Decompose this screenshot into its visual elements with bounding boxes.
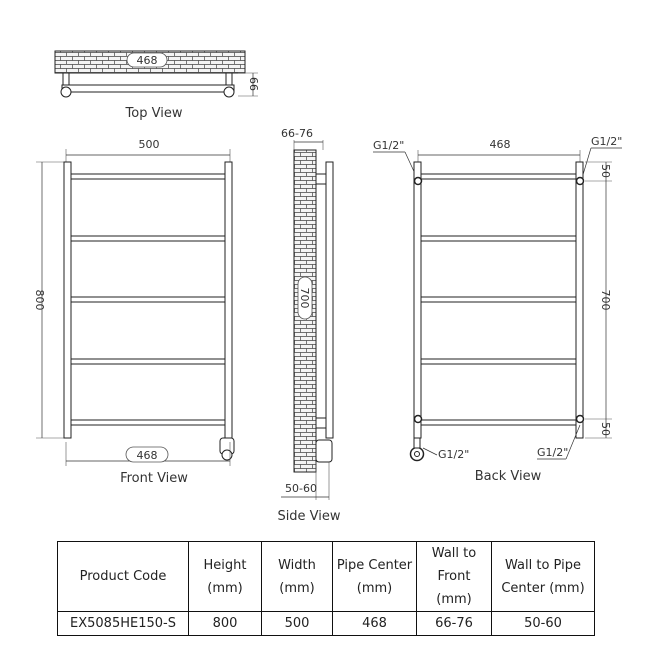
top-view-valve-right (224, 87, 234, 97)
front-view-right-upright (225, 162, 232, 438)
header-height: Height (mm) (189, 542, 262, 612)
back-view-left-upright (414, 162, 421, 438)
front-view-bar-1 (71, 174, 225, 179)
cell-wall-to-front: 66-76 (417, 612, 492, 636)
back-view-bracket-br (577, 416, 584, 423)
back-view-bar-3 (421, 297, 576, 302)
side-view-upright (326, 162, 333, 438)
side-view (277, 127, 340, 524)
header-product-code: Product Code (58, 542, 189, 612)
side-view-height-label: 700 (298, 287, 311, 309)
spec-table-header-row (58, 542, 595, 612)
side-view-bracket-top (316, 174, 326, 184)
top-view (55, 51, 260, 121)
back-view-bar-2 (421, 236, 576, 241)
table-row (58, 612, 595, 636)
back-view-thread-bl: G1/2" (438, 448, 470, 461)
cell-product-code: EX5085HE150-S (58, 612, 189, 636)
back-view-caption: Back View (474, 469, 542, 484)
cell-width: 500 (262, 612, 333, 636)
front-view-height-label: 800 (33, 289, 46, 311)
front-view-left-upright (64, 162, 71, 438)
cell-pipe-center: 468 (333, 612, 417, 636)
side-view-caption: Side View (277, 509, 341, 524)
back-view-thread-br: G1/2" (537, 446, 569, 459)
spec-table (57, 541, 595, 636)
cell-height: 800 (189, 612, 262, 636)
front-view (33, 138, 234, 486)
back-view-bracket-tl (415, 178, 422, 185)
front-view-pipe-label: 468 (136, 449, 158, 462)
top-view-pipe-label: 468 (136, 54, 158, 67)
top-view-depth-label: 66 (247, 77, 260, 91)
front-view-width-label: 500 (138, 138, 160, 151)
back-view-center-label: 700 (599, 289, 612, 311)
back-view-right-upright (576, 162, 583, 438)
back-view-valve-stem (414, 438, 420, 448)
top-view-caption: Top View (125, 106, 183, 121)
side-view-bracket-bottom (316, 418, 326, 428)
back-view-thread-tl: G1/2" (373, 139, 405, 152)
side-view-bottom-label: 50-60 (285, 482, 317, 495)
front-view-bar-5 (71, 420, 225, 425)
side-view-valve (316, 440, 332, 462)
header-width: Width (mm) (262, 542, 333, 612)
back-view-bracket-tr (577, 178, 584, 185)
back-view-bracket-bl (415, 416, 422, 423)
back-view-bar-5 (421, 420, 576, 425)
header-wall-to-front: Wall to Front (mm) (417, 542, 492, 612)
back-view-bar-1 (421, 174, 576, 179)
side-view-top-label: 66-76 (281, 127, 313, 140)
back-view-bar-4 (421, 359, 576, 364)
top-view-rail (62, 85, 234, 92)
front-view-bar-2 (71, 236, 225, 241)
front-view-bar-3 (71, 297, 225, 302)
front-view-bar-4 (71, 359, 225, 364)
front-view-caption: Front View (120, 471, 188, 486)
back-view-width-label: 468 (489, 138, 511, 151)
back-view-bottom-offset: 50 (599, 422, 612, 436)
cell-wall-to-pipe-center: 50-60 (492, 612, 595, 636)
back-view-top-offset: 50 (599, 164, 612, 178)
back-view (373, 135, 622, 484)
back-view-thread-tr: G1/2" (591, 135, 623, 148)
header-wall-to-pipe-center: Wall to Pipe Center (mm) (492, 542, 595, 612)
top-view-valve-left (61, 87, 71, 97)
front-view-valve-cap (222, 450, 232, 460)
back-view-valve-inner (415, 452, 420, 457)
header-pipe-center: Pipe Center (mm) (333, 542, 417, 612)
